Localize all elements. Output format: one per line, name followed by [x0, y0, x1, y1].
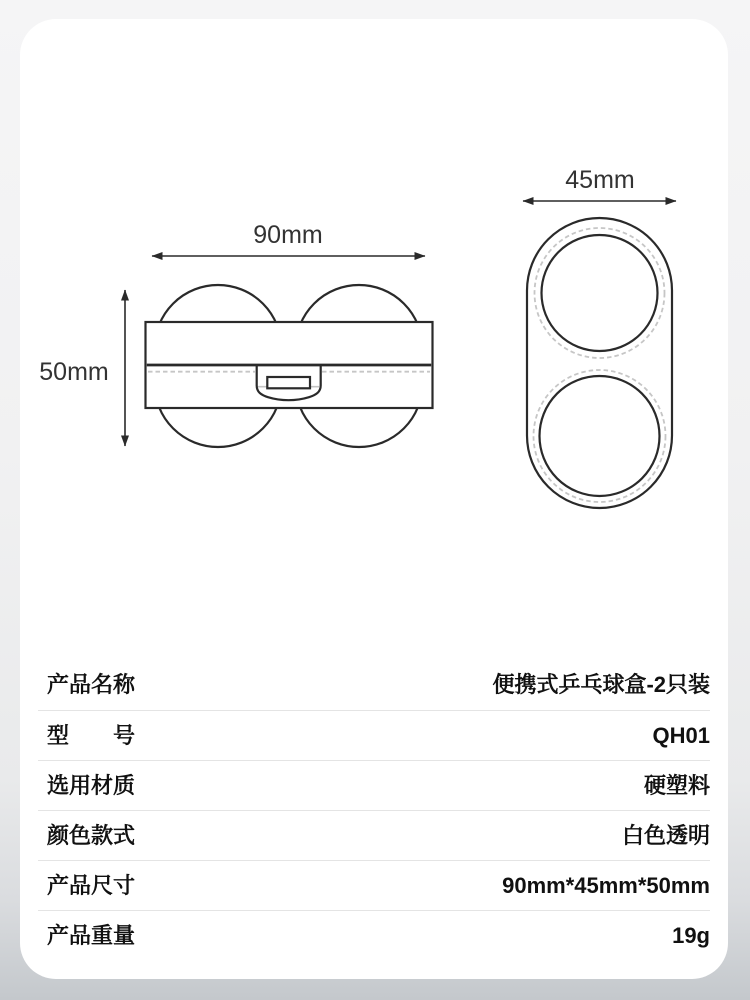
- spec-row-product-name: [38, 660, 710, 710]
- front-height-dimension-label: 50mm: [39, 358, 109, 386]
- spec-row-material: [38, 760, 710, 810]
- spec-row-color-style: [38, 810, 710, 860]
- spec-label: 产品名称: [47, 672, 136, 697]
- spec-value: 90mm*45mm*50mm: [502, 872, 710, 898]
- top-width-dimension-label: 45mm: [565, 166, 635, 194]
- spec-label: 型 号: [47, 722, 136, 748]
- spec-row-model: [38, 710, 710, 760]
- spec-value: 19g: [672, 922, 710, 948]
- spec-label: 产品尺寸: [47, 872, 136, 898]
- spec-row-size: [38, 860, 710, 910]
- spec-value: 便携式乒乓球盒-2只装: [492, 672, 710, 697]
- spec-label: 产品重量: [47, 922, 136, 948]
- front-width-dimension-label: 90mm: [253, 221, 323, 249]
- spec-label: 选用材质: [47, 772, 136, 798]
- spec-value: QH01: [652, 722, 710, 748]
- spec-row-weight: [38, 910, 710, 960]
- spec-label: 颜色款式: [47, 822, 136, 848]
- spec-table: [38, 660, 710, 960]
- spec-value: 硬塑料: [643, 772, 710, 798]
- spec-value: 白色透明: [621, 822, 710, 848]
